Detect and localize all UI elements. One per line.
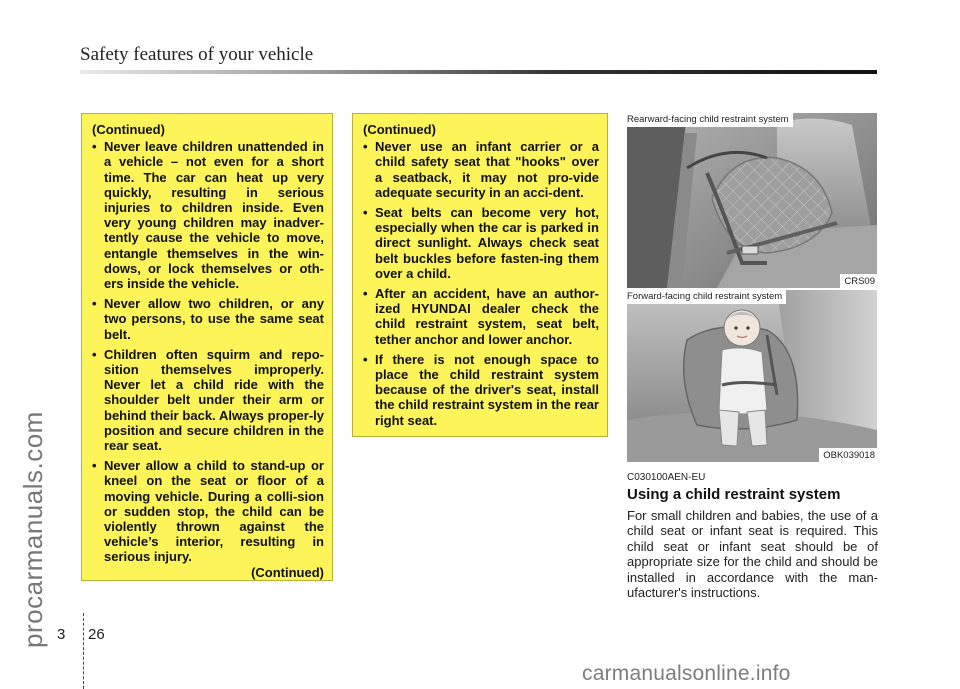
chapter-number: 3 [57,626,66,643]
section-title: Using a child restraint system [627,486,841,503]
box-heading: (Continued) [92,122,165,137]
bullet-icon: • [92,139,97,155]
warning-list [92,139,324,564]
page-number-divider [83,613,84,689]
bullet-icon: • [92,458,97,474]
warning-box-left [81,113,333,581]
box-footer: (Continued) [251,564,324,580]
warning-item [92,139,324,291]
figure-caption: Forward-facing child restraint system [627,290,786,304]
figure-code: CRS09 [840,274,877,288]
warning-text: If there is not enough space to place the child restraint system because of the driver's seat, install the child restraint system in the rear right seat. [375,351,599,428]
warning-text: Never use an infant carrier or a child safety seat that "hooks" over a seatback, it may not pro-vide adequate security in an acci-dent. [375,139,599,200]
bullet-icon: • [92,296,97,312]
bullet-icon: • [92,346,97,362]
bullet-icon: • [363,351,368,367]
warning-list [363,139,599,428]
warning-item [92,458,324,564]
box-heading: (Continued) [363,122,436,137]
warning-box-right [352,113,608,437]
warning-text: Never allow a child to stand-up or kneel on the seat or floor of a moving vehicle. During a colli-sion or sudden stop, the child can be violently thrown against the vehicle’s interior, resulting in serious injury. [104,458,324,565]
warning-text: Never allow two children, or any two persons, to use the same seat belt. [104,296,324,342]
warning-text: Seat belts can become very hot, especially when the car is parked in direct sunlight. Always check seat belt buckles before fasten-ing them over a child. [375,205,599,281]
bullet-icon: • [363,139,368,155]
rearward-facing-seat-photo [627,113,877,288]
header-rule [80,70,877,74]
warning-item [363,139,599,200]
section-code: C030100AEN-EU [627,472,706,483]
forward-facing-seat-illustration [627,290,877,462]
warning-item [92,347,324,453]
bullet-icon: • [363,286,368,302]
warning-text: Children often squirm and repo-sition themselves improperly. Never let a child ride with the shoulder belt under their arm or behind their back. Always proper-ly position and secure children in the rear seat. [104,346,324,454]
figure-code: OBK039018 [819,448,877,462]
warning-item [363,286,599,347]
side-watermark: procarmanuals.com [18,411,48,648]
warning-item [92,296,324,342]
section-body: For small children and babies, the use of a child seat or infant seat is required. This child seat or infant seat should be of appropriate size for the child and should be installed in accordance with the man-ufacturer's instructions. [627,508,878,601]
footer-watermark: carmanualsonline.info [582,662,791,685]
warning-item [363,352,599,428]
bullet-icon: • [363,205,368,221]
warning-text: Never leave children unattended in a vehicle – not even for a short time. The car can heat up very quickly, resulting in serious injuries to children inside. Even very young children may inadver-tently cause the vehicle to move, entangle themselves in the win-dows, or lock themselves or oth-ers inside the vehicle. [104,139,324,292]
page-number: 26 [88,626,105,643]
page-header-title: Safety features of your vehicle [80,44,314,65]
figure-caption: Rearward-facing child restraint system [627,113,793,127]
rearward-facing-seat-illustration [627,113,877,288]
warning-text: After an accident, have an author-ized HYUNDAI dealer check the child restraint system, seat belt, tether anchor and lower anchor. [375,286,599,347]
forward-facing-seat-photo [627,290,877,462]
warning-item [363,205,599,281]
